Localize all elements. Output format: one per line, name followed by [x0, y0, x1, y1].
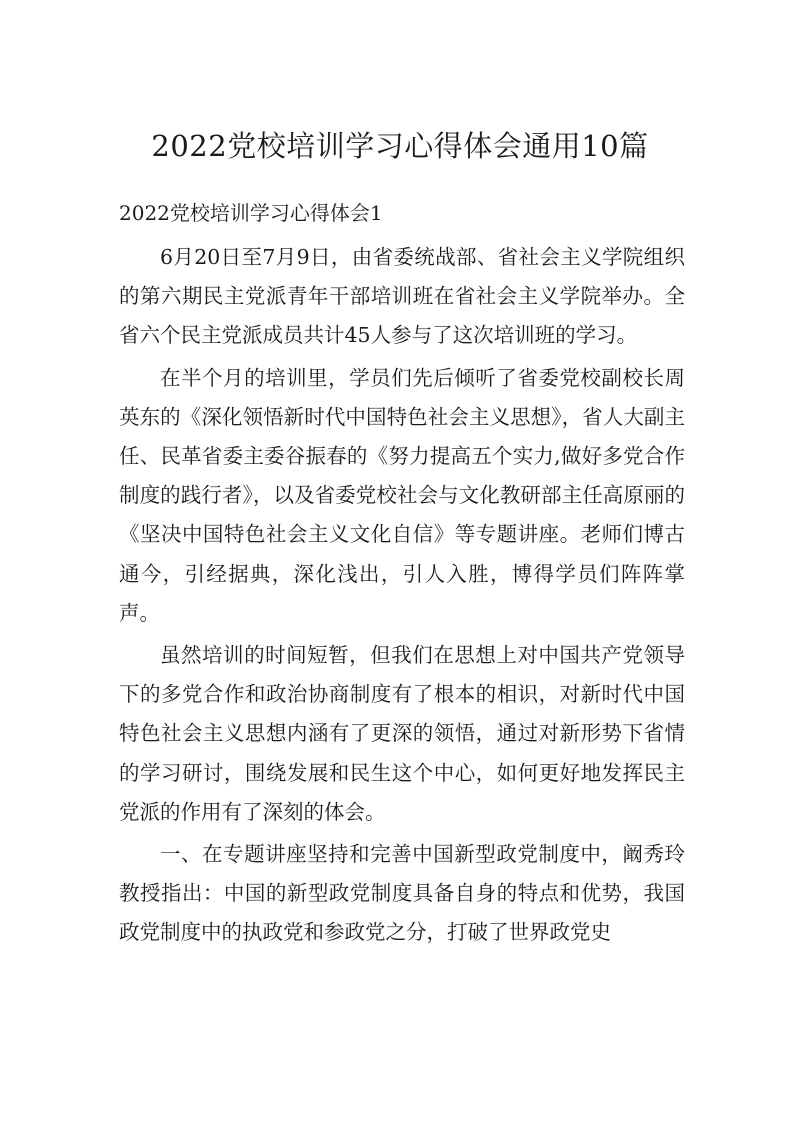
- body-paragraph: 6月20日至7月9日，由省委统战部、省社会主义学院组织的第六期民主党派青年干部培训班在省社会主义学院举办。全省六个民主党派成员共计45人参与了这次培训班的学习。: [119, 245, 685, 348]
- document-body: [119, 238, 685, 956]
- section-heading: 2022党校培训学习心得体会1: [119, 201, 383, 225]
- body-paragraph: 虽然培训的时间短暂，但我们在思想上对中国共产党领导下的多党合作和政治协商制度有了根本的相识，对新时代中国特色社会主义思想内涵有了更深的领悟，通过对新形势下省情的学习研讨，围绕发展和民生这个中心，如何更好地发挥民主党派的作用有了深刻的体会。: [119, 643, 685, 824]
- body-paragraph: 一、在专题讲座坚持和完善中国新型政党制度中，阚秀玲教授指出：中国的新型政党制度具备自身的特点和优势，我国政党制度中的执政党和参政党之分，打破了世界政党史: [119, 842, 685, 945]
- document-title: 2022党校培训学习心得体会通用10篇: [151, 129, 649, 163]
- body-paragraph: 在半个月的培训里，学员们先后倾听了省委党校副校长周英东的《深化领悟新时代中国特色社会主义思想》，省人大副主任、民革省委主委谷振春的《努力提高五个实力,做好多党合作制度的践行者》，以及省委党校社会与文化教研部主任高原丽的《坚决中国特色社会主义文化自信》等专题讲座。老师们博古通今，引经据典，深化浅出，引人入胜，博得学员们阵阵掌声。: [119, 365, 685, 625]
